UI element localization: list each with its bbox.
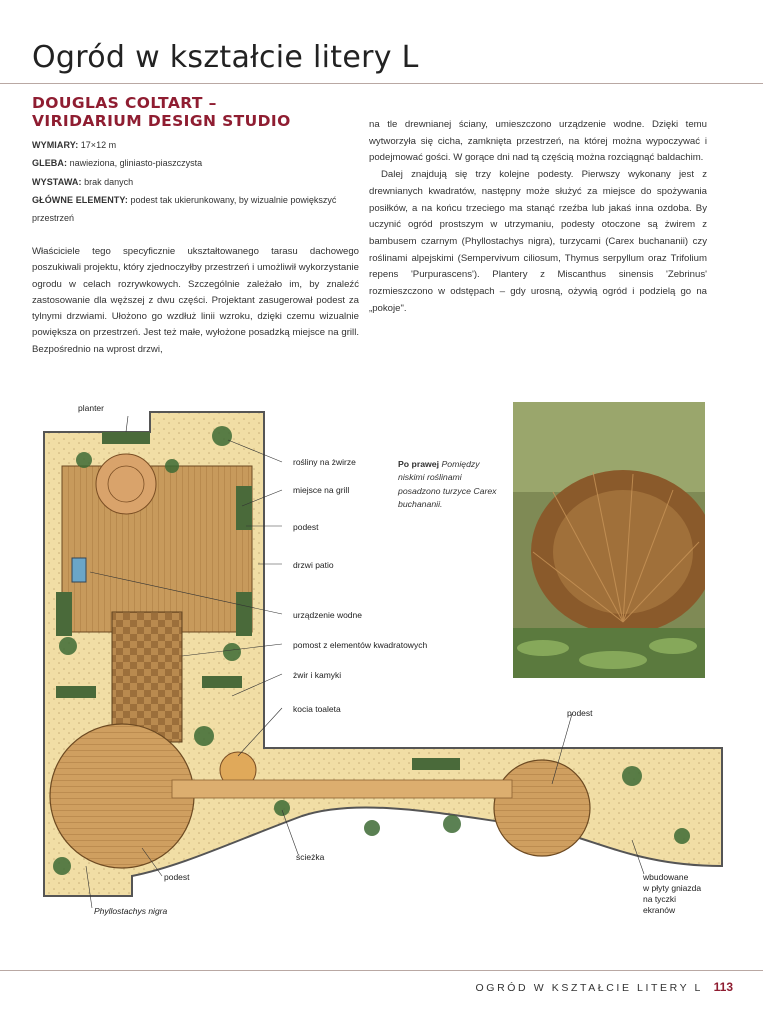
fact-exposure bbox=[32, 173, 352, 191]
label-patio-doors: drzwi patio bbox=[293, 560, 334, 570]
fact-soil bbox=[32, 154, 352, 172]
label-grill: miejsce na grill bbox=[293, 485, 350, 495]
photo-caption bbox=[398, 458, 498, 511]
caption-lead: Po prawej bbox=[398, 459, 440, 469]
running-footer: OGRÓD W KSZTAŁCIE LITERY L bbox=[475, 982, 703, 994]
fact-key: WYMIARY: bbox=[32, 140, 79, 150]
facts-list bbox=[32, 136, 352, 227]
designer-line-1: DOUGLAS COLTART – bbox=[32, 94, 217, 112]
fact-dimensions bbox=[32, 136, 352, 154]
label-cat-toilet: kocia toaleta bbox=[293, 704, 341, 714]
label-deck-left: podest bbox=[164, 872, 190, 882]
label-water-feature: urządzenie wodne bbox=[293, 610, 362, 620]
fact-main-elements bbox=[32, 191, 352, 228]
label-gravel: żwir i kamyki bbox=[293, 670, 342, 680]
label-gravel-plants: rośliny na żwirze bbox=[293, 457, 356, 467]
body-paragraph: Właściciele tego specyficznie ukształtowanego tarasu dachowego poszukiwali projektu, który zjednoczyłby przestrzeń i umożliwił wykorzystanie ogrodu w celach rozrywkowych. Szczególnie zależało im, by znaleźć zastosowanie dla węższej z dwu części. Projektant zasugerował podest za tylnymi drzwiami. Ułożono go wzdłuż linii wzroku, dzięki czemu wizualnie powiększa on przestrzeń. Jest też małe, wyłożone posadzką miejsce na grill. Bezpośrednio na wprost drzwi, bbox=[32, 246, 359, 355]
page-number: 113 bbox=[713, 980, 733, 994]
fact-key: GLEBA: bbox=[32, 158, 68, 169]
fact-value: 17×12 m bbox=[78, 140, 117, 150]
designer-heading bbox=[32, 94, 291, 130]
label-phyllostachys: Phyllostachys nigra bbox=[94, 906, 168, 916]
caption-text: Pomiędzy niskimi roślinami posadzono turzyce Carex buchananii. bbox=[398, 459, 497, 509]
body-text-right bbox=[369, 117, 707, 317]
label-screen-sockets: wbudowane w płyty gniazda na tyczki ekranów bbox=[643, 872, 702, 915]
body-paragraph: na tle drewnianej ściany, umieszczono urządzenie wodne. Dzięki temu wytworzyła się cicha, zamknięta przestrzeń, na której można wypoczywać i podejmować gości. W gorące dni nad tą częścią można rozciągnąć baldachim. bbox=[369, 119, 707, 164]
fact-key: GŁÓWNE ELEMENTY: bbox=[32, 194, 128, 205]
fact-value: nawieziona, gliniasto-piaszczysta bbox=[67, 158, 203, 169]
label-path: ścieżka bbox=[296, 852, 325, 862]
top-divider bbox=[0, 83, 763, 84]
label-planter: planter bbox=[78, 403, 104, 413]
body-paragraph: Dalej znajdują się trzy kolejne podesty. Pierwszy wykonany jest z drewnianych kwadratów, następny może służyć za miejsce do spożywania posiłków, a na końcu trzeciego ma stanąć rzeźba lub jakaś inna ozdoba. By uczynić ogród prostszym w utrzymaniu, podesty otoczone są żwirem z bambusem czarnym (Phyllostachys nigra), turzycami (Carex buchananii) czy roślinami alpejskimi (Sempervivum ciliosum, Thymus serpyllum oraz Trifolium repens 'Purpurascens'). Plantery z Miscanthus sinensis 'Zebrinus' rozmieszczono w odstępach – gdy urosną, ożywią ogród i podzielą go na „pokoje". bbox=[369, 169, 707, 314]
fact-key: WYSTAWA: bbox=[32, 176, 82, 187]
fact-value: podest tak ukierunkowany, by wizualnie powiększyć przestrzeń bbox=[32, 194, 337, 224]
bottom-divider bbox=[0, 970, 763, 971]
designer-line-2: VIRIDARIUM DESIGN STUDIO bbox=[32, 112, 291, 130]
fact-value: brak danych bbox=[81, 176, 134, 187]
label-square-platform: pomost z elementów kwadratowych bbox=[293, 640, 428, 650]
body-text-left bbox=[32, 244, 359, 358]
page-title: Ogród w kształcie litery L bbox=[32, 40, 419, 75]
label-deck-right: podest bbox=[567, 708, 593, 718]
label-deck: podest bbox=[293, 522, 319, 532]
carex-photo bbox=[513, 402, 705, 678]
